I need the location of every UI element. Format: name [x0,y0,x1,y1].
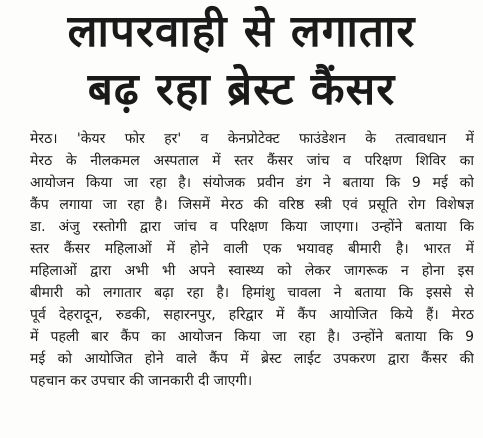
body-line: पूर्व देहरादून, रुडकी, सहारनपुर, हरिद्वार में कैंप आयोजित किये हैं। मेरठ [30,307,474,323]
body-line: कैंप लगाया जा रहा है। जिसमें मेरठ की वरिष्ठ स्त्री एवं प्रसूति रोग विशेषज्ञ [30,197,474,213]
body-line: पहचान कर उपचार की जानकारी दी जाएगी। [30,373,253,389]
body-line: मई को आयोजित होने वाले कैंप में ब्रेस्ट लाईट उपकरण द्वारा कैंसर की [30,351,474,367]
body-line: बीमारी को लगातार बढ़ा रहा है। हिमांशु चावला ने बताया कि इससे से [30,285,474,301]
article-body [30,128,474,392]
body-line: आयोजन किया जा रहा है। संयोजक प्रवीन डंग ने बताया कि 9 मई को [30,175,474,191]
body-line: डा. अंजु रस्तोगी द्वारा जांच व परिक्षण किया जाएगा। उन्होंने बताया कि [30,219,474,235]
headline-line-2: बढ़ रहा ब्रेस्ट कैंसर [87,64,396,115]
body-line: मेरठ। 'केयर फोर हर' व केनप्रोटेक्ट फाउंडेशन के तत्वावधान में [30,131,474,147]
body-line: स्तर कैंसर महिलाओं में होने वाली एक भयावह बीमारी है। भारत में [30,241,474,257]
headline-line-1: लापरवाही से लगातार [67,6,416,57]
body-line: मेरठ के नीलकमल अस्पताल में स्तर कैंसर जांच व परिक्षण शिविर का [30,153,474,169]
body-line: में पहली बार कैंप का आयोजन किया जा रहा है। उन्होंने बताया कि 9 [30,329,474,345]
body-line: महिलाओं द्वारा अभी भी अपने स्वास्थ्य को लेकर जागरूक न होना इस [30,263,474,279]
